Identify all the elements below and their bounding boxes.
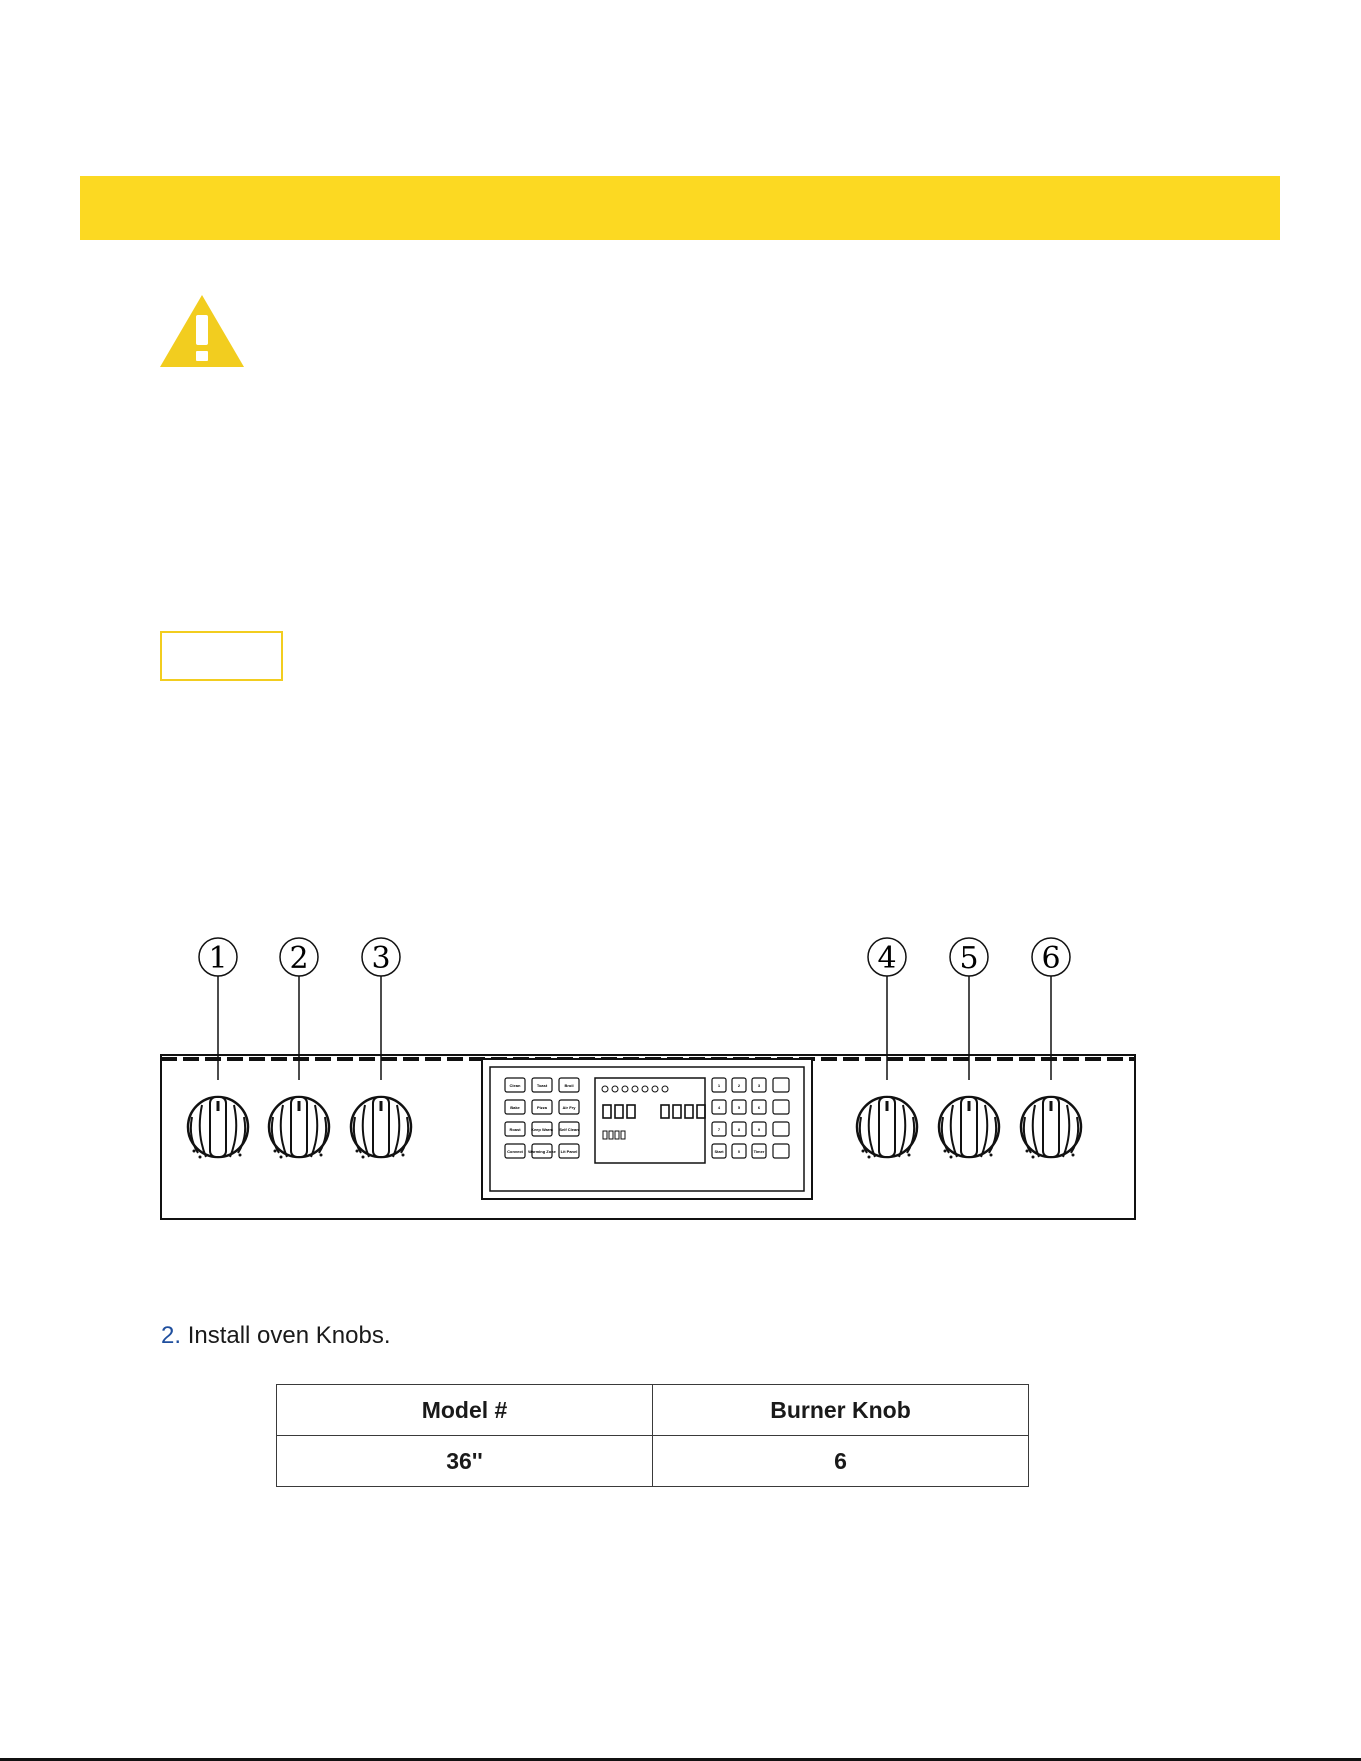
section-header-banner	[80, 176, 1280, 240]
svg-text:Bake: Bake	[510, 1105, 520, 1110]
knob-callout-number-1: 1	[208, 941, 228, 976]
knob-callout-number-6: 6	[1041, 941, 1061, 976]
control-button[interactable]	[559, 1078, 579, 1092]
knob-callout-number-4: 4	[877, 941, 897, 976]
svg-text:Convect: Convect	[507, 1149, 523, 1154]
svg-text:0: 0	[737, 1149, 741, 1154]
model-cell: 36''	[277, 1436, 653, 1487]
svg-text:Air Fry: Air Fry	[562, 1105, 576, 1110]
keypad-button[interactable]	[712, 1078, 726, 1092]
keypad-button[interactable]	[712, 1100, 726, 1114]
keypad-button[interactable]	[752, 1122, 766, 1136]
side-function-button[interactable]	[773, 1122, 789, 1136]
svg-text:Self Clean: Self Clean	[559, 1127, 579, 1132]
control-button[interactable]	[532, 1078, 552, 1092]
svg-text:Warming Zone: Warming Zone	[528, 1149, 556, 1154]
keypad-button[interactable]	[732, 1100, 746, 1114]
keypad-button[interactable]	[752, 1100, 766, 1114]
svg-text:Keep Warm: Keep Warm	[531, 1127, 553, 1132]
side-function-button[interactable]	[773, 1078, 789, 1092]
control-button[interactable]	[505, 1144, 525, 1158]
warning-triangle-icon	[158, 293, 246, 369]
svg-text:Timer: Timer	[753, 1149, 765, 1154]
notice-label-box	[160, 631, 283, 681]
oven-knob-5[interactable]	[939, 1097, 999, 1159]
oven-knob-3[interactable]	[351, 1097, 411, 1159]
table-row	[277, 1436, 1029, 1487]
control-button[interactable]	[559, 1144, 579, 1158]
column-header-burner-knob: Burner Knob	[653, 1385, 1029, 1436]
svg-text:2: 2	[737, 1083, 741, 1088]
install-step	[161, 1321, 390, 1351]
step-number: 2.	[161, 1322, 182, 1349]
svg-text:1: 1	[717, 1083, 721, 1088]
oven-knob-6[interactable]	[1021, 1097, 1081, 1159]
control-button[interactable]	[559, 1122, 579, 1136]
oven-knob-2[interactable]	[269, 1097, 329, 1159]
svg-text:Lit Panel: Lit Panel	[560, 1149, 578, 1154]
svg-text:9: 9	[757, 1127, 761, 1132]
svg-text:3: 3	[757, 1083, 761, 1088]
svg-text:Broil: Broil	[564, 1083, 574, 1088]
keypad-button[interactable]	[712, 1122, 726, 1136]
svg-text:Roast: Roast	[509, 1127, 521, 1132]
knob-count-table	[276, 1384, 1029, 1487]
keypad-button[interactable]	[752, 1078, 766, 1092]
svg-text:Toast: Toast	[536, 1083, 548, 1088]
control-button[interactable]	[505, 1078, 525, 1092]
svg-text:7: 7	[717, 1127, 721, 1132]
svg-text:8: 8	[737, 1127, 741, 1132]
keypad-button[interactable]	[732, 1122, 746, 1136]
column-header-model: Model #	[277, 1385, 653, 1436]
burner-knob-cell: 6	[653, 1436, 1029, 1487]
knob-callout-number-2: 2	[289, 941, 309, 976]
side-function-button[interactable]	[773, 1100, 789, 1114]
svg-text:4: 4	[717, 1105, 721, 1110]
keypad-button[interactable]	[712, 1144, 726, 1158]
control-button[interactable]	[528, 1144, 556, 1158]
svg-text:5: 5	[737, 1105, 741, 1110]
knob-callout-number-3: 3	[371, 941, 391, 976]
svg-text:6: 6	[757, 1105, 761, 1110]
oven-knob-1[interactable]	[188, 1097, 248, 1159]
step-text: Install oven Knobs.	[187, 1322, 391, 1349]
knob-callout-number-5: 5	[959, 941, 979, 976]
control-button[interactable]	[532, 1100, 552, 1114]
svg-text:Start: Start	[714, 1149, 724, 1154]
keypad-button[interactable]	[752, 1144, 766, 1158]
svg-text:Clean: Clean	[509, 1083, 521, 1088]
control-button[interactable]	[531, 1122, 553, 1136]
side-function-button[interactable]	[773, 1144, 789, 1158]
keypad-button[interactable]	[732, 1078, 746, 1092]
oven-knob-4[interactable]	[857, 1097, 917, 1159]
table-header-row	[277, 1385, 1029, 1436]
control-panel-diagram	[155, 935, 1150, 1225]
control-button[interactable]	[505, 1122, 525, 1136]
keypad-button[interactable]	[732, 1144, 746, 1158]
control-button[interactable]	[559, 1100, 579, 1114]
control-button[interactable]	[505, 1100, 525, 1114]
svg-text:Pizza: Pizza	[536, 1105, 548, 1110]
